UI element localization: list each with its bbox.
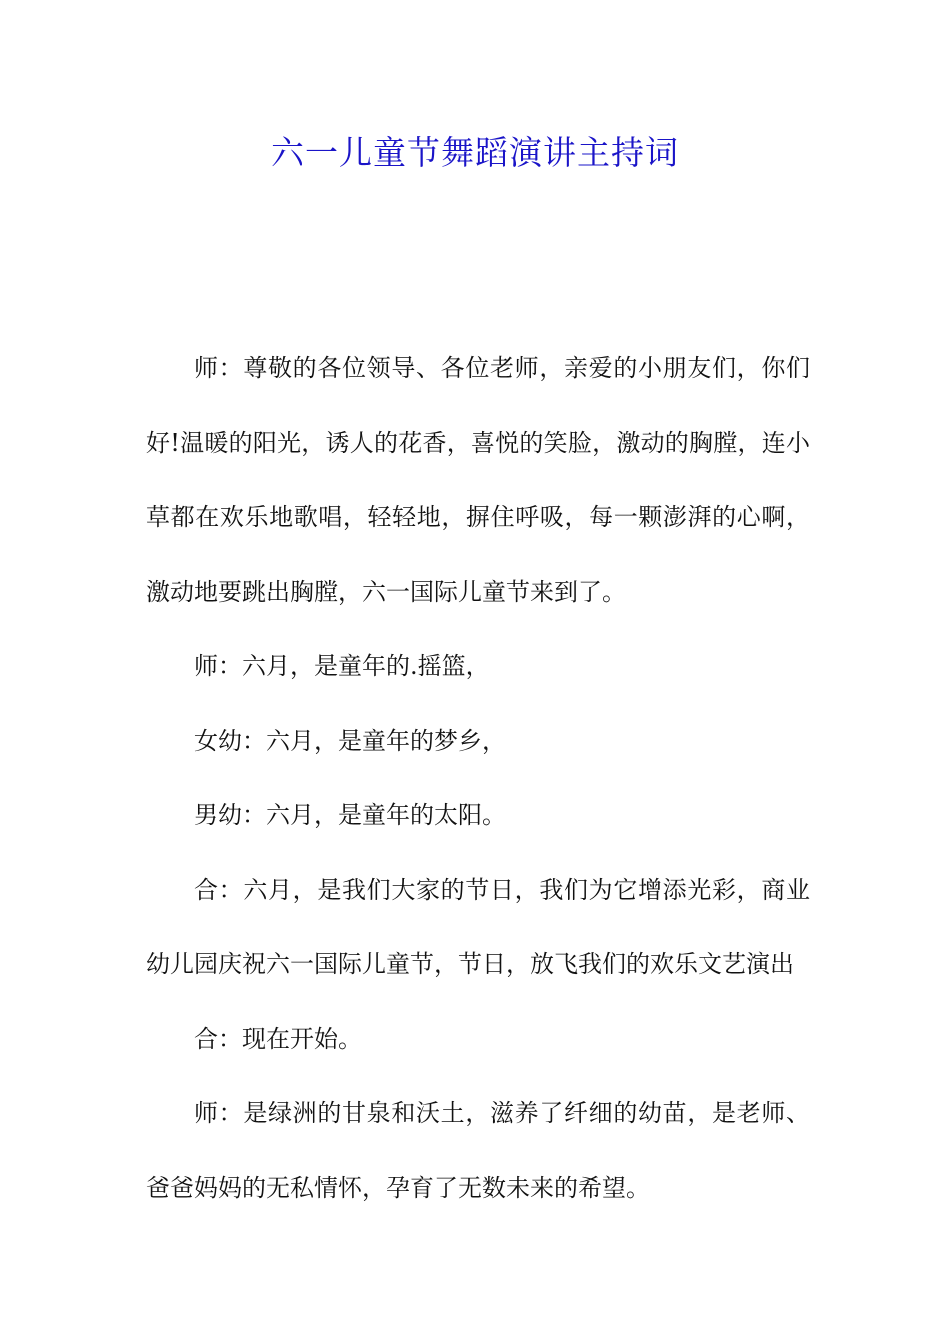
- document-body: [146, 331, 810, 1225]
- paragraph: 男幼：六月，是童年的太阳。: [194, 801, 506, 829]
- paragraph: 合：六月，是我们大家的节日，我们为它增添光彩，商业幼儿园庆祝六一国际儿童节，节日，放飞我们的欢乐文艺演出: [146, 875, 810, 978]
- paragraph: 师：六月，是童年的.摇篮，: [194, 652, 490, 680]
- paragraph: 师：尊敬的各位领导、各位老师，亲爱的小朋友们，你们好!温暖的阳光，诱人的花香，喜悦的笑脸，激动的胸膛，连小草都在欢乐地歌唱，轻轻地，摒住呼吸，每一颗澎湃的心啊，激动地要跳出胸膛，六一国际儿童节来到了。: [146, 354, 810, 606]
- paragraph: 女幼：六月，是童年的梦乡，: [194, 726, 506, 755]
- paragraph: 师：是绿洲的甘泉和沃土，滋养了纤细的幼苗，是老师、爸爸妈妈的无私情怀，孕育了无数未来的希望。: [146, 1099, 810, 1202]
- paragraph: 合：现在开始。: [194, 1024, 362, 1053]
- document-title: 六一儿童节舞蹈演讲主持词: [271, 133, 679, 172]
